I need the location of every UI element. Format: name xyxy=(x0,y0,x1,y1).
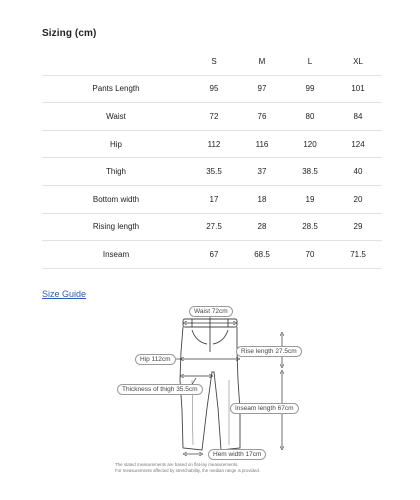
row-label: Inseam xyxy=(42,241,190,269)
cell-value: 70 xyxy=(286,241,334,269)
sizing-title: Sizing (cm) xyxy=(42,28,97,39)
cell-value: 29 xyxy=(334,213,382,241)
rise-label: Rise length 27.5cm xyxy=(236,346,302,357)
row-label: Thigh xyxy=(42,158,190,186)
cell-value: 112 xyxy=(190,130,238,158)
cell-value: 116 xyxy=(238,130,286,158)
size-header-s: S xyxy=(211,56,217,66)
size-guide-link[interactable]: Size Guide xyxy=(42,289,87,299)
cell-value: 27.5 xyxy=(190,213,238,241)
cell-value: 28.5 xyxy=(286,213,334,241)
cell-value: 18 xyxy=(238,185,286,213)
cell-value: 35.5 xyxy=(190,158,238,186)
cell-value: 37 xyxy=(238,158,286,186)
cell-value: 71.5 xyxy=(334,241,382,269)
cell-value: 124 xyxy=(334,130,382,158)
row-label: Pants Length xyxy=(42,75,190,103)
cell-value: 40 xyxy=(334,158,382,186)
cell-value: 19 xyxy=(286,185,334,213)
hem-label: Hem width 17cm xyxy=(208,449,266,460)
inseam-label: Inseam length 67cm xyxy=(230,403,299,414)
cell-value: 84 xyxy=(334,103,382,131)
measurement-note-1: The stated measurements are based on flat-lay measurements. xyxy=(115,462,239,467)
cell-value: 120 xyxy=(286,130,334,158)
hip-label: Hip 112cm xyxy=(135,354,176,365)
cell-value: 97 xyxy=(238,75,286,103)
cell-value: 38.5 xyxy=(286,158,334,186)
row-label: Rising length xyxy=(42,213,190,241)
size-header-l: L xyxy=(307,56,313,66)
cell-value: 99 xyxy=(286,75,334,103)
thigh-label: Thickness of thigh 35.5cm xyxy=(117,384,203,395)
cell-value: 72 xyxy=(190,103,238,131)
cell-value: 76 xyxy=(238,103,286,131)
waist-label: Waist 72cm xyxy=(189,306,233,317)
row-label: Bottom width xyxy=(42,185,190,213)
size-header-xl: XL xyxy=(353,56,363,66)
cell-value: 80 xyxy=(286,103,334,131)
cell-value: 68.5 xyxy=(238,241,286,269)
cell-value: 67 xyxy=(190,241,238,269)
cell-value: 17 xyxy=(190,185,238,213)
row-label: Waist xyxy=(42,103,190,131)
measurement-note-2: For measurements affected by stretchability, the median range is provided. xyxy=(115,468,261,473)
cell-value: 20 xyxy=(334,185,382,213)
row-label: Hip xyxy=(42,130,190,158)
size-header-m: M xyxy=(258,56,266,66)
cell-value: 28 xyxy=(238,213,286,241)
cell-value: 101 xyxy=(334,75,382,103)
cell-value: 95 xyxy=(190,75,238,103)
